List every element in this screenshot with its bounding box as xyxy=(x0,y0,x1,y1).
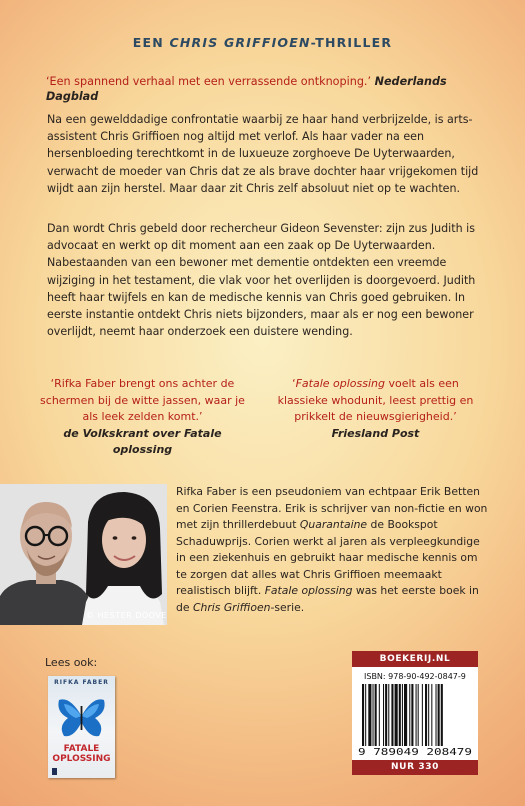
barcode-bar xyxy=(362,684,364,746)
nur-code-band: NUR 330 xyxy=(352,760,478,775)
barcode-bar xyxy=(383,684,384,746)
barcode-bar xyxy=(441,684,443,746)
barcode-box xyxy=(352,667,478,760)
also-read-label: Lees ook: xyxy=(45,656,98,669)
also-read-book-cover[interactable] xyxy=(48,676,115,778)
review-left-text: ‘Rifka Faber brengt ons achter de schermen bij de witte jassen, waar je als leek zelden komt.’ xyxy=(40,377,245,423)
barcode-number xyxy=(356,745,474,758)
barcode-bar xyxy=(404,684,407,746)
butterfly-icon xyxy=(56,694,107,740)
barcode-bar xyxy=(391,684,393,746)
cover-author: RIFKA FABER xyxy=(54,679,109,686)
cover-title: FATALE OPLOSSING xyxy=(52,744,111,764)
barcode-bar xyxy=(399,684,401,746)
barcode-bar xyxy=(409,684,410,746)
barcode-bar xyxy=(431,684,432,746)
barcode-bar xyxy=(425,684,427,746)
barcode-bar xyxy=(375,684,377,746)
publisher-logo-icon xyxy=(52,768,57,775)
barcode-bar xyxy=(416,684,417,746)
review-right-source: Friesland Post xyxy=(331,426,420,440)
author-photo xyxy=(0,484,167,625)
isbn-text: ISBN: 978-90-492-0847-9 xyxy=(364,672,466,681)
barcode-bar xyxy=(365,684,366,746)
blurb-paragraph-2: Dan wordt Chris gebeld door rechercheur Gideon Sevenster: zijn zus Judith is advocaat en werkt op dit moment aan een zaak op De Uyterwaarden. Nabestaanden van een bewoner met dementie ontdekten een vreemde wijziging in het testament, die vlak voor het overlijden is doorgevoerd. Judith heeft haar twijfels en kan de medische kennis van Chris goed gebruiken. In eerste instantie ontdekt Chris niets bijzonders, maar als er nog een bewoner overlijdt, neemt haar onderzoek een duistere wending. xyxy=(47,222,476,339)
review-right xyxy=(273,376,478,442)
barcode-bar xyxy=(428,684,429,746)
barcode-bar xyxy=(388,684,389,746)
barcode-bar xyxy=(402,684,403,746)
publisher-website-band: BOEKERIJ.NL xyxy=(352,651,478,667)
barcode-bar xyxy=(438,684,440,746)
barcode-bar xyxy=(373,684,374,746)
review-left-source: de Volkskrant over Fatale oplossing xyxy=(63,426,222,456)
barcode-bar xyxy=(385,684,387,746)
barcode-bar xyxy=(368,684,371,746)
svg-text:9 789049 208479: 9 789049 208479 xyxy=(358,747,472,758)
top-review-quote xyxy=(46,74,486,104)
photo-credit: © HESTER DOOVE xyxy=(86,611,167,620)
barcode-bar xyxy=(379,684,380,746)
barcode-icon xyxy=(362,684,468,746)
top-quote-source: Nederlands Dagblad xyxy=(46,75,447,103)
barcode-bar xyxy=(436,684,437,746)
review-right-text: ‘Fatale oplossing voelt als een klassieke whodunit, leest prettig en prikkelt de nieuwsgierigheid.’ xyxy=(277,377,474,423)
series-title: EEN CHRIS GRIFFIOEN-THRILLER xyxy=(132,35,393,50)
barcode-bar xyxy=(411,684,413,746)
review-left xyxy=(40,376,245,459)
blurb-paragraph-1: Na een gewelddadige confrontatie waarbij ze haar hand verbrijzelde, is arts-assistent Chris Griffioen nog altijd met verlof. Als haar vader na een hersenbloeding terechtkomt in de luxueuze zorghoeve De Uyterwaarden, verwacht de moeder van Chris dat ze als brave dochter haar vrijgekomen tijd wijdt aan zijn herstel. Maar daar zit Chris zelf absoluut niet op te wachten. xyxy=(47,113,479,195)
barcode-bar xyxy=(395,684,398,746)
barcode-bar xyxy=(422,684,423,746)
barcode-bar xyxy=(418,684,419,746)
top-quote-text: ‘Een spannend verhaal met een verrassende ontknoping.’ xyxy=(46,75,375,88)
author-portrait-illustration xyxy=(0,484,167,625)
author-bio: Rifka Faber is een pseudoniem van echtpaar Erik Betten en Corien Feenstra. Erik is schrijver van non-fictie en won met zijn thrillerdebuut Quarantaine de Bookspot Schaduwprijs. Corien werkt al jaren als verpleegkundige in een ziekenhuis en gebruikt haar medische kennis om te zorgen dat alles wat Chris Griffioen meemaakt realistisch blijft. Fatale oplossing was het eerste boek in de Chris Griffioen-serie. xyxy=(176,485,488,614)
